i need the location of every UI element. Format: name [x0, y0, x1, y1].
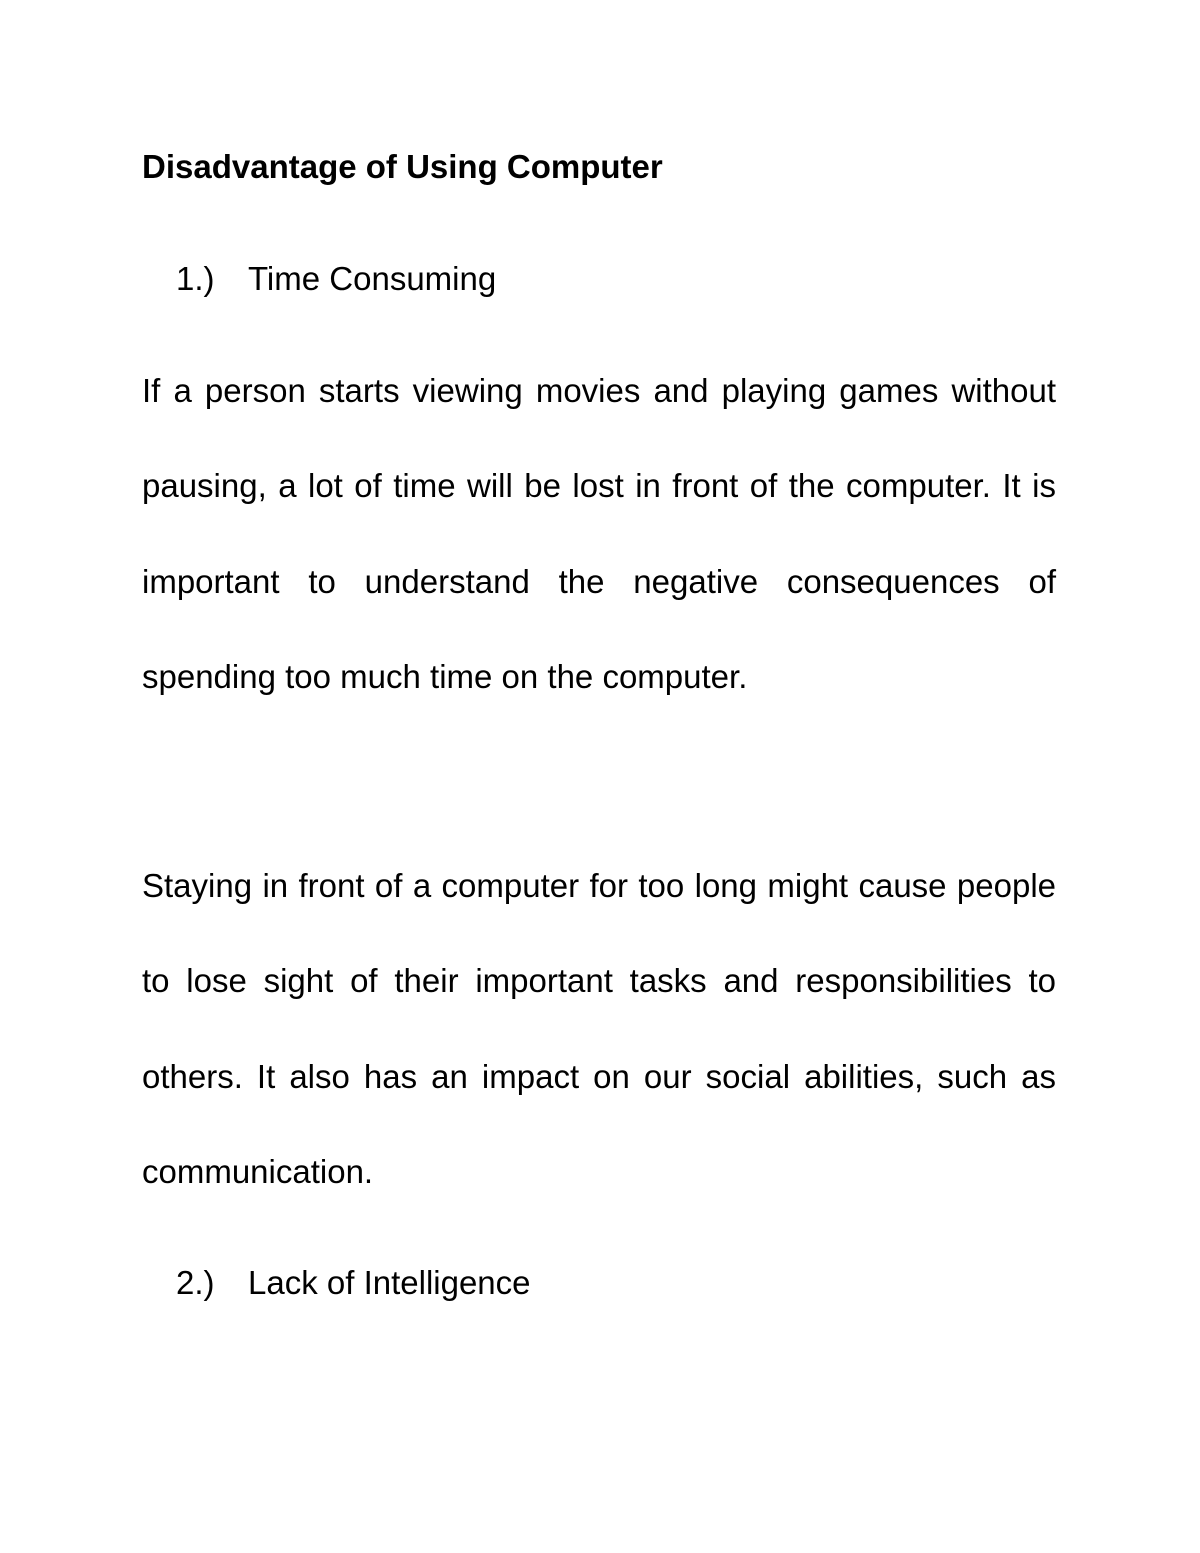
document-title: Disadvantage of Using Computer [142, 148, 663, 185]
section-heading-lack-of-intelligence [176, 1262, 531, 1304]
section-heading-text: Time Consuming [248, 260, 497, 297]
paragraph-social-impact: Staying in front of a computer for too long might cause people to lose sight of their important tasks and responsibilities to others. It also has an impact on our social abilities, such as communication. [142, 867, 1056, 1191]
list-number: 2.) [176, 1264, 215, 1301]
list-number: 1.) [176, 260, 215, 297]
section-heading-text: Lack of Intelligence [248, 1264, 531, 1301]
paragraph-time-loss: If a person starts viewing movies and playing games without pausing, a lot of time will be lost in front of the computer. It is important to understand the negative consequences of spending too much time on the computer. [142, 372, 1056, 696]
section-heading-time-consuming [176, 258, 496, 300]
